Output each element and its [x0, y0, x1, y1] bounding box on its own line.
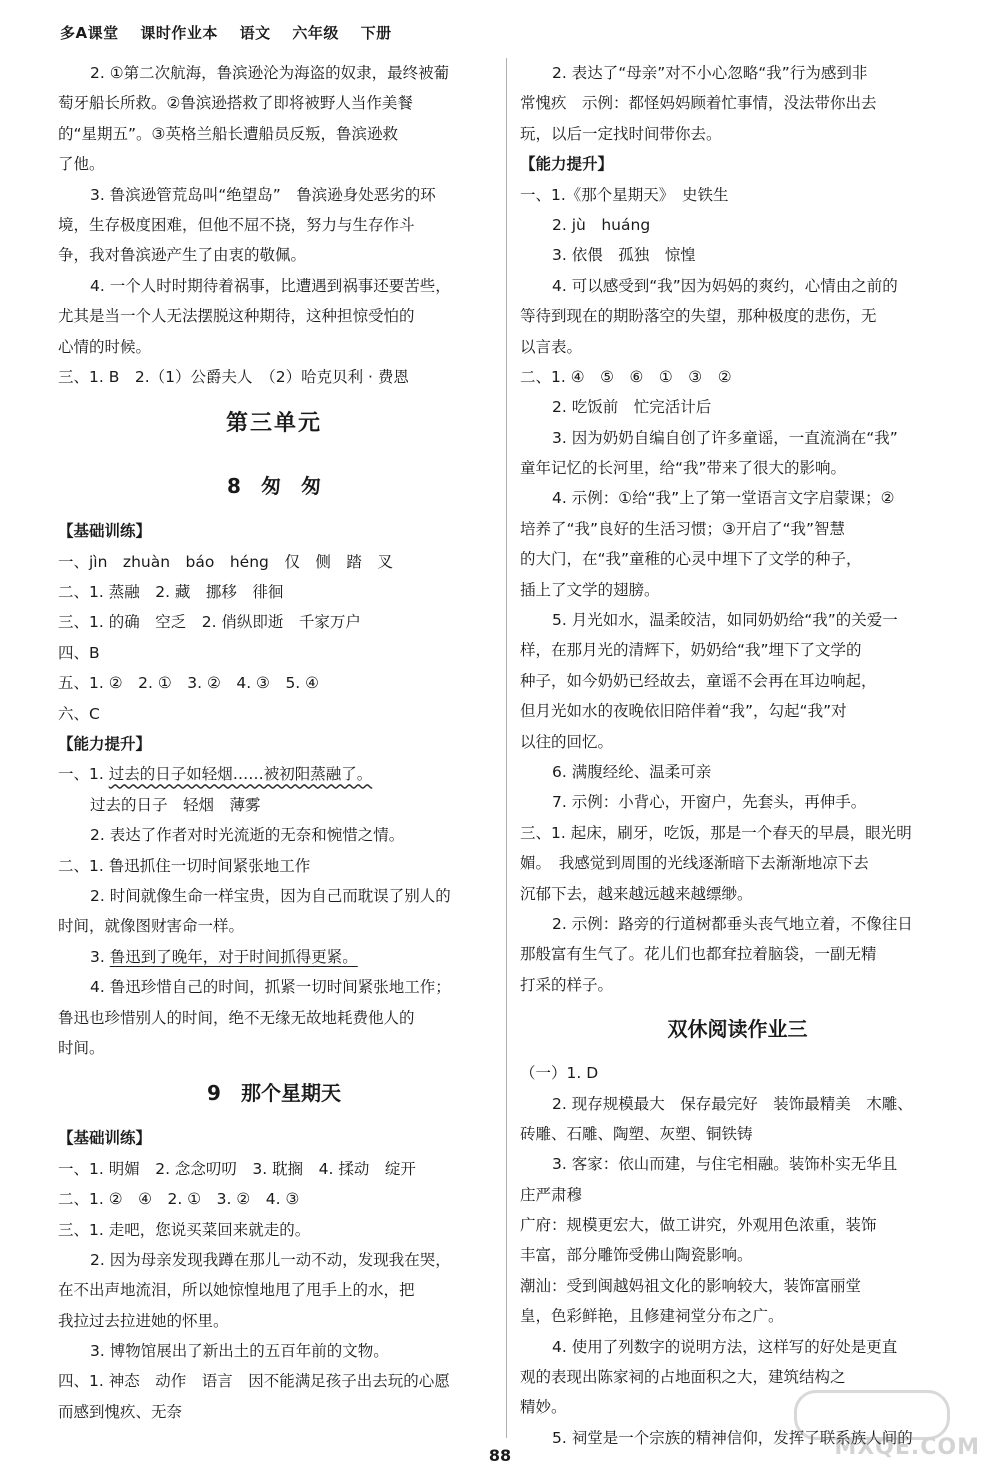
answer-line: 7. 示例：小背心，开窗户，先套头，再伸手。: [552, 793, 867, 812]
lesson-title: 8 匆 匆: [227, 474, 321, 499]
watermark-text: MXQE.COM: [834, 1435, 980, 1460]
section-heading: 【能力提升】: [58, 735, 152, 754]
answer-line: 打采的样子。: [520, 975, 614, 994]
answer-line: 2. 现存规模最大 保存最完好 装饰最精美 木雕、: [552, 1094, 913, 1113]
answer-line: 一、1. 明媚 2. 念念叨叨 3. 耽搁 4. 揉动 绽开: [58, 1159, 416, 1178]
answer-line: 时间，就像图财害命一样。: [58, 917, 245, 936]
answer-line: 6. 满腹经纶、温柔可亲: [552, 762, 712, 781]
section-heading: 【能力提升】: [520, 155, 614, 174]
answer-line: 4. 鲁迅珍惜自己的时间，抓紧一切时间紧张地工作；: [90, 978, 451, 997]
underlined-text: 鲁迅到了晚年，对于时间抓得更紧。: [109, 947, 358, 966]
answer-line: 三、1. 走吧，您说买菜回来就走的。: [58, 1220, 311, 1239]
answer-line: 萄牙船长所救。②鲁滨逊搭救了即将被野人当作美餐: [58, 94, 413, 113]
answer-line: 争，我对鲁滨逊产生了由衷的敬佩。: [58, 246, 307, 265]
section-heading: 【基础训练】: [58, 522, 152, 541]
answer-line: 常愧疚 示例：都怪妈妈顾着忙事情，没法带你出去: [520, 94, 877, 113]
answer-line: 2. jù huáng: [552, 215, 651, 234]
answer-line: 丰富，部分雕饰受佛山陶瓷影响。: [520, 1246, 753, 1265]
answer-line: 4. 可以感受到“我”因为妈妈的爽约，心情由之前的: [552, 276, 898, 295]
answer-line: 二、1. ② ④ 2. ① 3. ② 4. ③: [58, 1190, 300, 1209]
answer-line: 4. 示例：①给“我”上了第一堂语言文字启蒙课；②: [552, 489, 895, 508]
answer-line: （一）1. D: [520, 1064, 599, 1083]
answer-line: 三、1. 的确 空乏 2. 俏纵即逝 千家万户: [58, 613, 361, 632]
answer-line: 插上了文学的翅膀。: [520, 580, 660, 599]
wavy-underlined-text: 过去的日子如轻烟……被初阳蒸融了。: [108, 765, 373, 784]
answer-line: 样，在那月光的清辉下，奶奶给“我”埋下了文学的: [520, 641, 862, 660]
answer-prefix: 3.: [90, 947, 110, 966]
answer-line: [58, 759, 490, 789]
answer-line: 3. 博物馆展出了新出土的五百年前的文物。: [90, 1342, 389, 1361]
answer-line: 2. ①第二次航海，鲁滨逊沦为海盗的奴隶，最终被葡: [90, 64, 450, 82]
answer-line: 鲁迅也珍惜别人的时间，绝不无缘无故地耗费他人的: [58, 1008, 415, 1027]
answer-line: 砖雕、石雕、陶塑、灰塑、铜铁铸: [520, 1124, 753, 1143]
answer-line: 3. 客家：依山而建，与住宅相融。装饰朴实无华且: [552, 1155, 898, 1174]
answer-line: 3. 因为奶奶自编自创了许多童谣，一直流淌在“我”: [552, 428, 898, 447]
watermark-logo: [760, 1390, 980, 1460]
answer-line: 皇，色彩鲜艳，且修建祠堂分布之广。: [520, 1307, 784, 1326]
right-column: [520, 58, 955, 1453]
header-book: 课时作业本: [140, 24, 218, 42]
section-heading: 【基础训练】: [58, 1129, 152, 1148]
answer-line: 培养了“我”良好的生活习惯；③开启了“我”智慧: [520, 519, 846, 538]
answer-line: 沉郁下去，越来越远越来越缥缈。: [520, 884, 753, 903]
answer-line: 一、jìn zhuàn báo héng 仅 侧 踏 叉: [58, 552, 393, 571]
unit-title: 第三单元: [225, 411, 322, 437]
answer-line: 而感到愧疚、无奈: [58, 1402, 183, 1421]
answer-line: 庄严肃穆: [520, 1185, 583, 1204]
answer-line: 2. 表达了作者对时光流逝的无奈和惋惜之情。: [90, 826, 405, 845]
answer-line: 观的表现出陈家祠的占地面积之大，建筑结构之: [520, 1368, 846, 1387]
answer-line: 时间。: [58, 1038, 105, 1057]
answer-line: 2. 示例：路旁的行道树都垂头丧气地立着，不像往日: [552, 914, 913, 933]
answer-line: 境，生存极度困难，但他不屈不挠，努力与生存作斗: [58, 215, 415, 234]
answer-line: 2. 表达了“母亲”对不小心忽略“我”行为感到非: [552, 64, 868, 82]
answer-line: [58, 942, 490, 972]
lesson-title: 9 那个星期天: [207, 1081, 341, 1106]
answer-line: 4. 使用了列数字的说明方法，这样写的好处是更直: [552, 1337, 898, 1356]
answer-line: 5. 祠堂是一个宗族的精神信仰，发挥了联系族人间的: [552, 1428, 913, 1447]
answer-line: 一、1.《那个星期天》 史铁生: [520, 185, 729, 204]
answer-line: 等待到现在的期盼落空的失望，那种极度的悲伤，无: [520, 307, 877, 326]
header-subject: 语文: [239, 24, 271, 42]
header-grade: 六年级: [292, 24, 339, 42]
answer-line: 四、B: [58, 643, 100, 662]
answer-line: 以言表。: [520, 337, 583, 356]
watermark-badge-icon: [794, 1390, 950, 1440]
answer-line: 五、1. ② 2. ① 3. ② 4. ③ 5. ④: [58, 674, 320, 693]
answer-line: 精妙。: [520, 1398, 567, 1417]
reading-title: 双休阅读作业三: [667, 1017, 808, 1042]
answer-line: 2. 时间就像生命一样宝贵，因为自己而耽误了别人的: [90, 886, 451, 905]
page-header: [60, 22, 408, 43]
answer-line: 二、1. 蒸融 2. 藏 挪移 徘徊: [58, 583, 284, 602]
answer-line: 在不出声地流泪，所以她惊惶地甩了甩手上的水，把: [58, 1281, 415, 1300]
answer-line: 4. 一个人时时期待着祸事，比遭遇到祸事还要苦些，: [90, 276, 451, 295]
answer-line: 二、1. 鲁迅抓住一切时间紧张地工作: [58, 856, 311, 875]
answer-line: 的“星期五”。③英格兰船长遭船员反叛，鲁滨逊救: [58, 124, 398, 143]
answer-line: 玩，以后一定找时间带你去。: [520, 124, 722, 143]
header-brand: 多A课堂: [60, 24, 119, 42]
answer-line: 以往的回忆。: [520, 732, 614, 751]
column-divider: [506, 58, 507, 1438]
answer-line: 童年记忆的长河里，给“我”带来了很大的影响。: [520, 459, 847, 478]
page-number: 88: [488, 1446, 512, 1465]
answer-line: 广府：规模更宏大，做工讲究，外观用色浓重，装饰: [520, 1216, 877, 1235]
header-volume: 下册: [360, 24, 392, 42]
answer-line: 媚。 我感觉到周围的光线逐渐暗下去渐渐地凉下去: [520, 854, 869, 873]
answer-line: 心情的时候。: [58, 337, 152, 356]
answer-line: 种子，如今奶奶已经故去，童谣不会再在耳边响起，: [520, 671, 877, 690]
answer-prefix: 一、1.: [58, 765, 109, 784]
answer-line: 5. 月光如水，温柔皎洁，如同奶奶给“我”的关爱一: [552, 611, 898, 630]
answer-line: 2. 因为母亲发现我蹲在那儿一动不动，发现我在哭，: [90, 1250, 451, 1269]
answer-line: 那般富有生气了。花儿们也都耷拉着脑袋，一副无精: [520, 945, 877, 964]
answer-line: 尤其是当一个人无法摆脱这种期待，这种担惊受怕的: [58, 307, 415, 326]
answer-line: 三、1. 起床，刷牙，吃饭，那是一个春天的早晨，眼光明: [520, 823, 912, 842]
left-column: [58, 58, 490, 1427]
answer-line: 了他。: [58, 155, 105, 174]
answer-line: 三、1. B 2.（1）公爵夫人 （2）哈克贝利 · 费恩: [58, 367, 409, 386]
answer-line: 3. 依偎 孤独 惊惶: [552, 246, 696, 265]
answer-line: 但月光如水的夜晚依旧陪伴着“我”，勾起“我”对: [520, 702, 847, 721]
answer-line: 六、C: [58, 704, 100, 723]
answer-line: 2. 吃饭前 忙完活计后: [552, 398, 712, 417]
answer-line: 潮汕：受到闽越妈祖文化的影响较大，装饰富丽堂: [520, 1276, 862, 1295]
answer-line: 四、1. 神态 动作 语言 因不能满足孩子出去玩的心愿: [58, 1372, 450, 1391]
answer-line: 二、1. ④ ⑤ ⑥ ① ③ ②: [520, 367, 732, 386]
answer-line: 3. 鲁滨逊管荒岛叫“绝望岛” 鲁滨逊身处恶劣的环: [90, 185, 436, 204]
answer-line: 的大门，在“我”童稚的心灵中埋下了文学的种子，: [520, 550, 862, 569]
answer-line: 过去的日子 轻烟 薄雾: [90, 795, 261, 814]
answer-line: 我拉过去拉进她的怀里。: [58, 1311, 229, 1330]
